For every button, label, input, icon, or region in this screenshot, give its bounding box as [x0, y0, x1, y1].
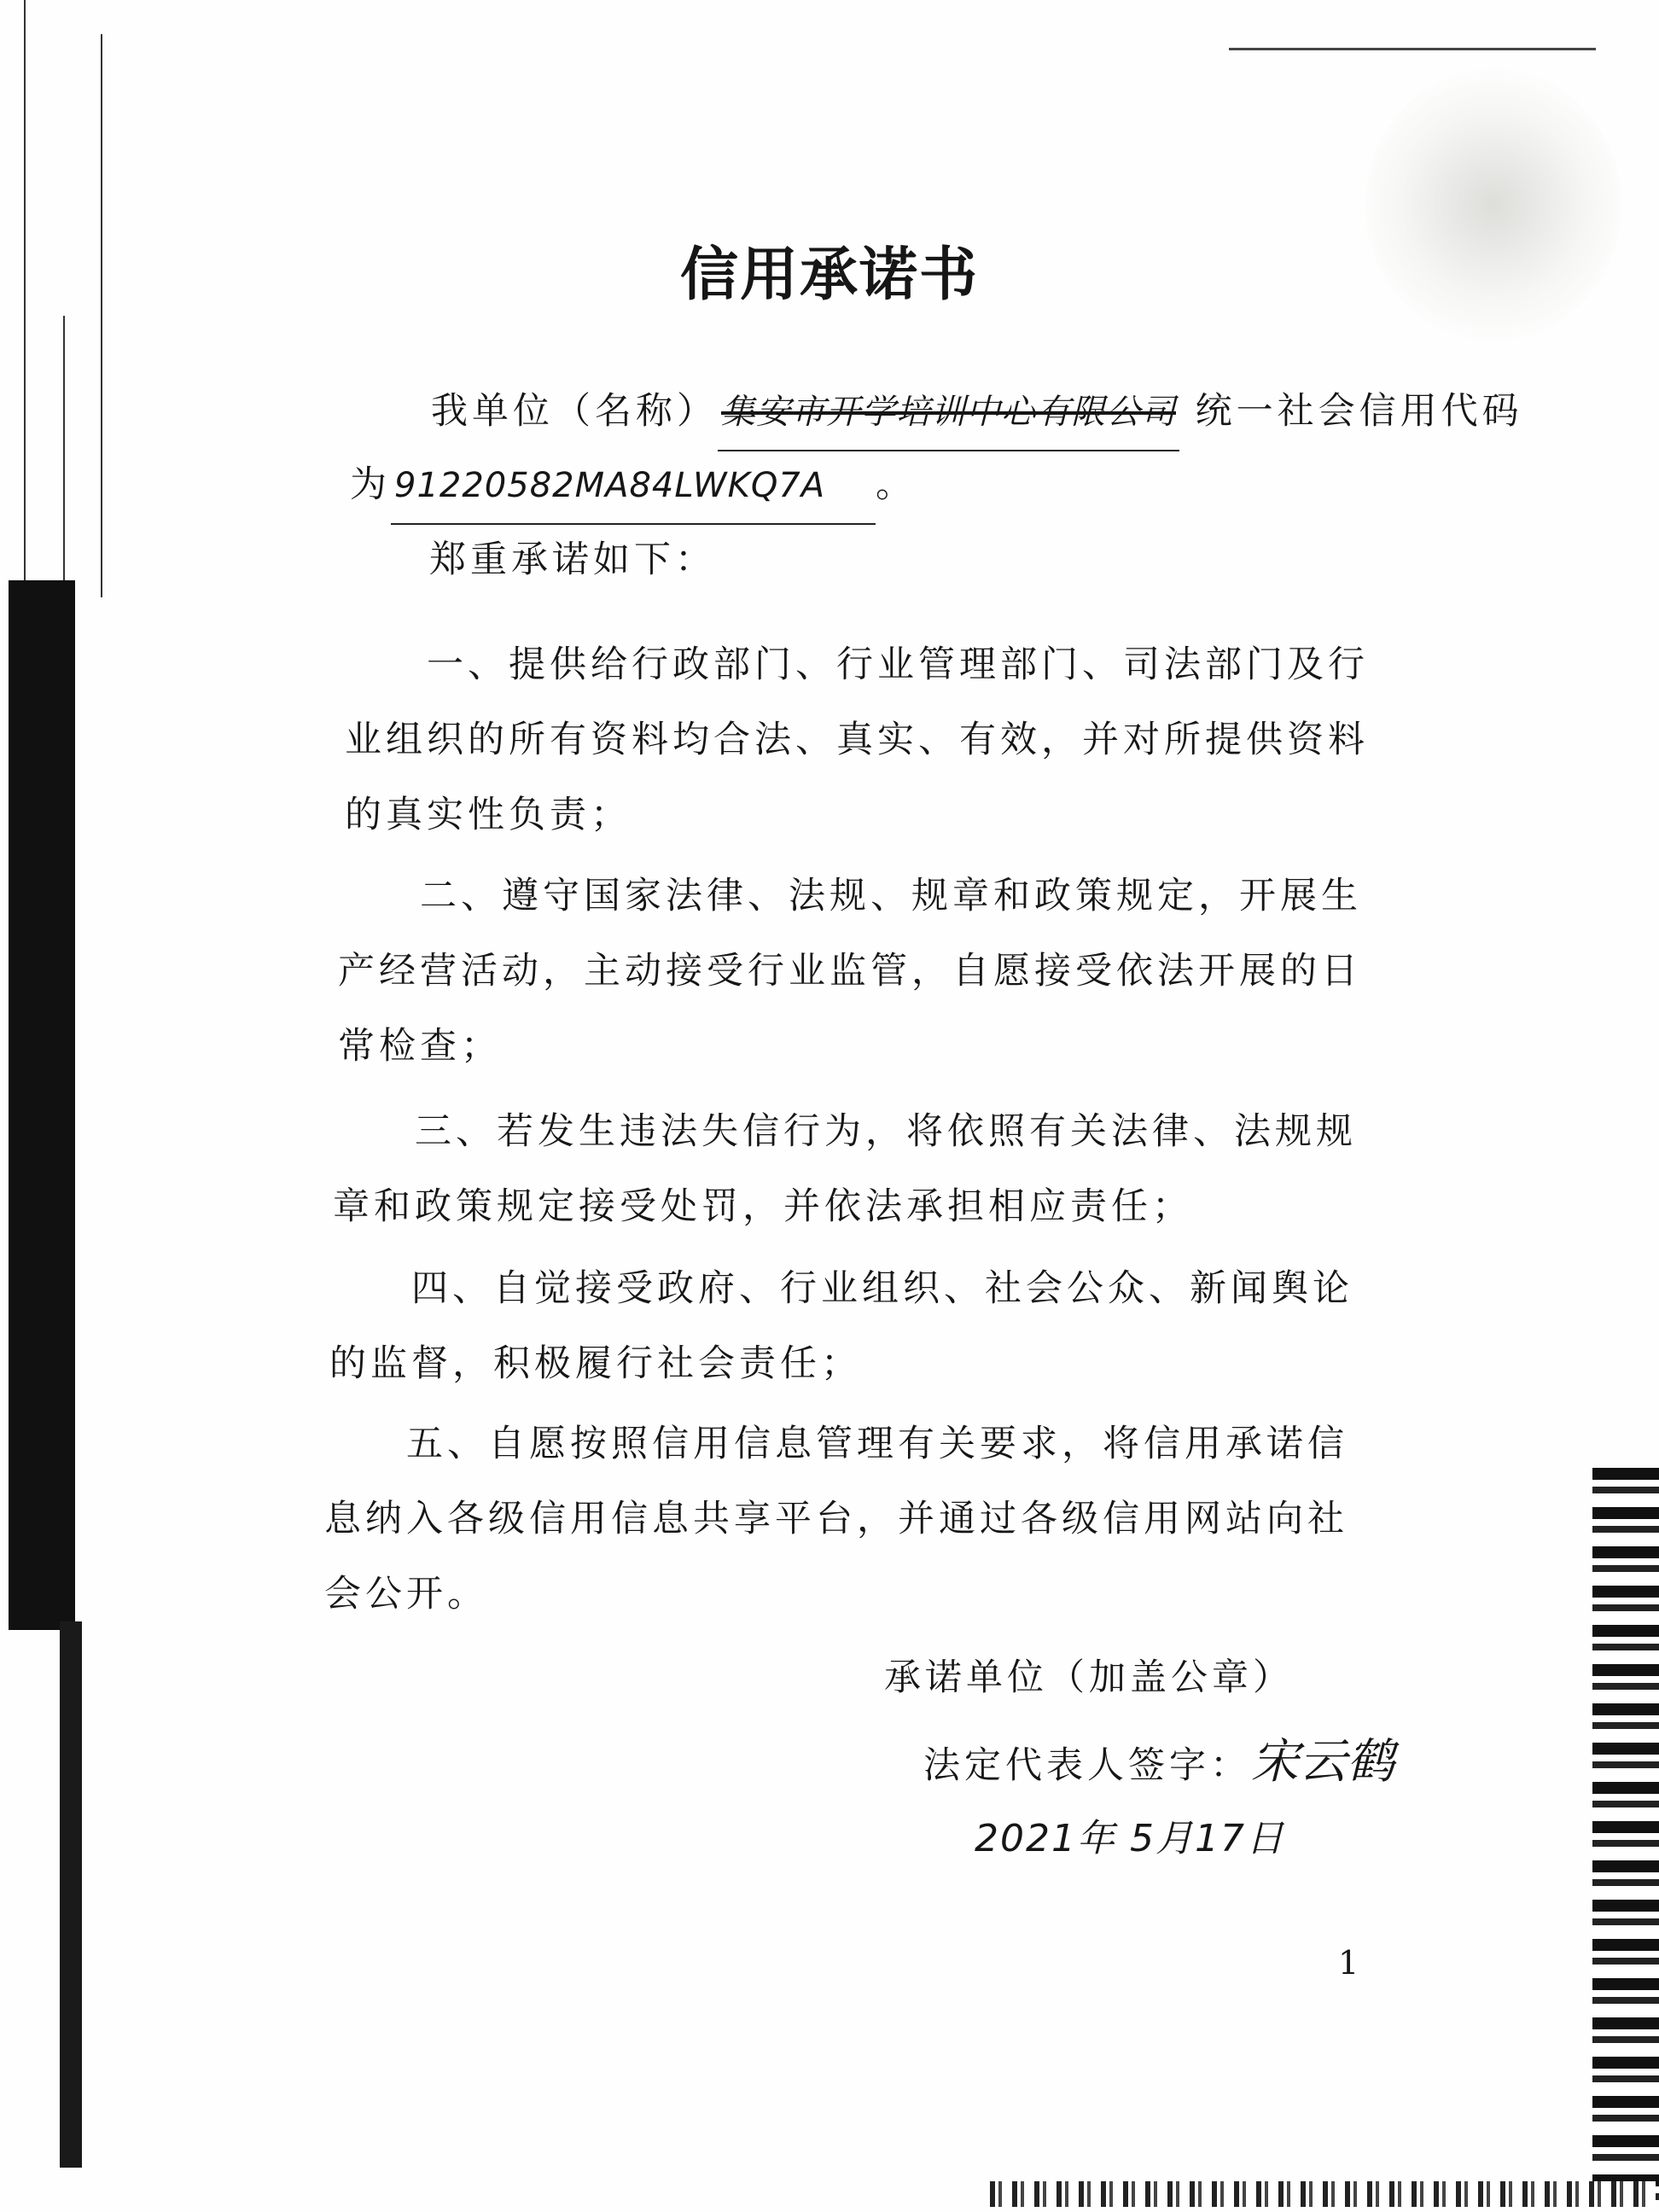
unit-name-handwritten: 集安市开学培训中心有限公司 [718, 375, 1179, 451]
code-prefix: 为 [350, 463, 391, 506]
scan-artifact-bar [9, 580, 75, 1630]
sign-date-line [975, 1807, 1285, 1862]
pledge-heading: 郑重承诺如下： [429, 538, 716, 581]
code-suffix: 。 [876, 463, 917, 506]
scan-artifact-barcode [1592, 1468, 1659, 2202]
credit-code-label: 统一社会信用代码 [1195, 390, 1523, 433]
intro-line-2 [350, 447, 917, 525]
document-title: 信用承诺书 [679, 242, 979, 309]
page-number: 1 [1338, 1944, 1359, 1982]
pledge-item-2: 二、遵守国家法律、法规、规章和政策规定，开展生产经营活动，主动接受行业监管，自愿接受依法开展的日常检查； [338, 875, 1362, 1068]
legal-rep-signature: 宋云鹤 [1251, 1734, 1394, 1790]
pledge-item-5: 五、自愿按照信用信息管理有关要求，将信用承诺信息纳入各级信用信息共享平台，并通过各级信用网站向社会公开。 [324, 1423, 1348, 1615]
pledge-item-1: 一、提供给行政部门、行业管理部门、司法部门及行业组织的所有资料均合法、真实、有效，并对所提供资料的真实性负责； [345, 643, 1369, 836]
intro-line-1 [431, 374, 1523, 451]
scan-edge-line [1229, 48, 1596, 50]
scan-artifact-strip [990, 2181, 1656, 2207]
sign-date-handwritten: 2021年 5月17日 [975, 1817, 1285, 1860]
credit-code-handwritten: 91220582MA84LWKQ7A [391, 448, 876, 525]
pledge-item-4: 四、自觉接受政府、行业组织、社会公众、新闻舆论的监督，积极履行社会责任； [329, 1267, 1353, 1385]
scan-edge-line [101, 34, 102, 597]
legal-rep-label: 法定代表人签字： [923, 1744, 1251, 1787]
scan-artifact-bar [60, 1621, 82, 2168]
scan-edge-line [63, 316, 65, 589]
pledge-item-3: 三、若发生违法失信行为，将依照有关法律、法规规章和政策规定接受处罚，并依法承担相应责任； [333, 1110, 1357, 1228]
commit-unit-label: 承诺单位（加盖公章） [884, 1656, 1294, 1699]
legal-rep-line [923, 1724, 1394, 1792]
intro-prefix: 我单位（名称） [431, 390, 718, 433]
